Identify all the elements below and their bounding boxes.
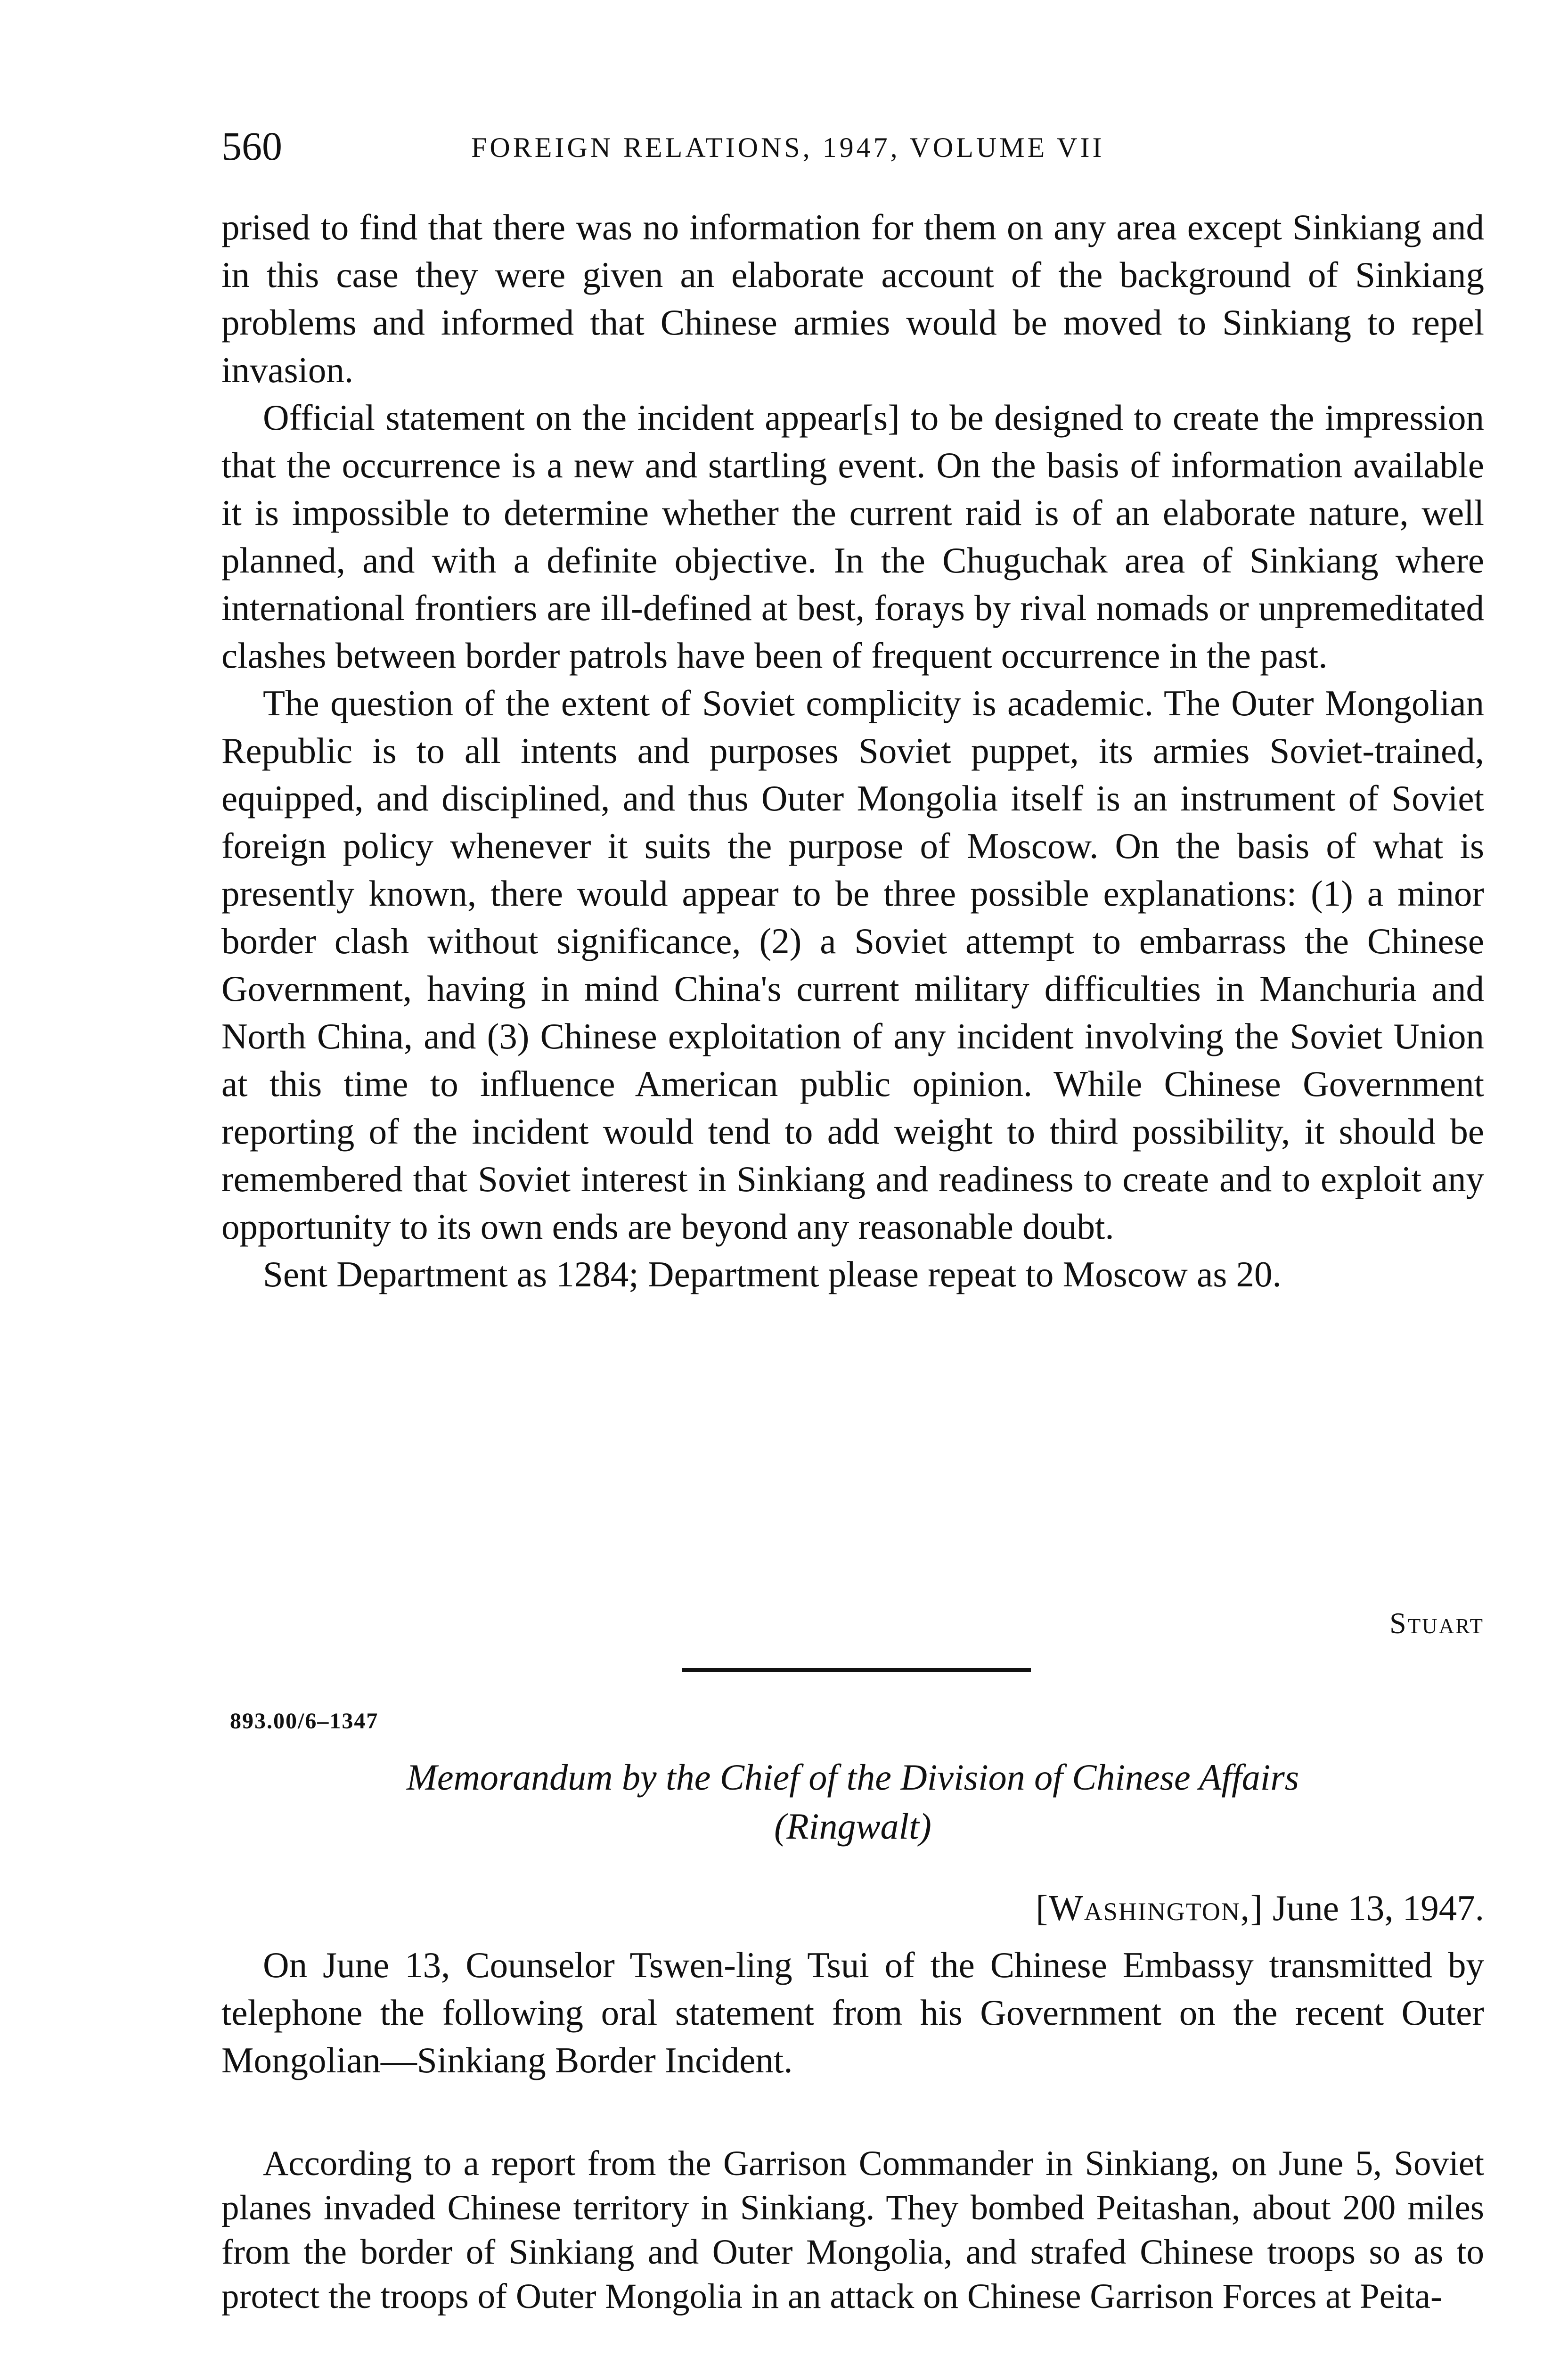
telegram-paragraph: The question of the extent of Soviet complicity is academic. The Outer Mongolian Republic is to all intents and purposes Soviet puppet, its armies Soviet-trained, equipped, and disciplined, and thus Outer Mongolia itself is an instrument of Soviet foreign policy whenever it suits the purpose of Moscow. On the basis of what is presently known, there would appear to be three possible explanations: (1) a minor border clash without significance, (2) a Soviet attempt to embarrass the Chinese Government, having in mind China's current military difficulties in Manchuria and North China, and (3) Chinese exploitation of any incident involving the Soviet Union at this time to influence American public opinion. While Chinese Government reporting of the incident would tend to add weight to third possibility, it should be remembered that Soviet interest in Sinkiang and readiness to create and to exploit any opportunity to its own ends are beyond any reasonable doubt. — [221, 683, 1484, 1247]
page-header — [221, 125, 1484, 167]
memorandum-paragraph: On June 13, Counselor Tswen-ling Tsui of the Chinese Embassy transmitted by telephone the following oral statement from his Government on the recent Outer Mongolian—Sinkiang Border Incident. — [221, 1945, 1484, 2080]
dateline — [1036, 1887, 1484, 1929]
file-number: 893.00/6–1347 — [230, 1709, 379, 1734]
telegram-paragraph: Sent Department as 1284; Department please repeat to Moscow as 20. — [263, 1254, 1282, 1294]
telegram-paragraph: Official statement on the incident appear[s] to be designed to create the impression that the occurrence is a new and startling event. On the basis of information available it is impossible to determine whether the current raid is of an elaborate nature, well planned, and with a definite objective. In the Chuguchak area of Sinkiang where international frontiers are ill-defined at best, forays by rival nomads or unpremeditated clashes between border patrols have been of frequent occurrence in the past. — [221, 397, 1484, 676]
oral-statement — [221, 2142, 1484, 2319]
page-number: 560 — [221, 123, 282, 169]
memorandum-intro — [221, 1941, 1484, 2084]
telegram-paragraph-continued: prised to find that there was no information for them on any area except Sinkiang and in this case they were given an elaborate account of the background of Sinkiang problems and informed that Chinese armies would be moved to Sinkiang to repel invasion. — [221, 207, 1484, 390]
memorandum-title-line: Memorandum by the Chief of the Division of Chinese Affairs — [406, 1757, 1299, 1798]
section-divider — [682, 1668, 1031, 1672]
dateline-date: June 13, 1947. — [1272, 1888, 1484, 1928]
dateline-place: [Washington,] — [1036, 1888, 1264, 1928]
running-head: FOREIGN RELATIONS, 1947, VOLUME VII — [471, 132, 1105, 163]
memorandum-title — [221, 1753, 1484, 1851]
statement-paragraph: According to a report from the Garrison Commander in Sinkiang, on June 5, Soviet planes invaded Chinese territory in Sinkiang. They bombed Peitashan, about 200 miles from the border of Sinkiang and Outer Mongolia, and strafed Chinese troops so as to protect the troops of Outer Mongolia in an attack on Chinese Garrison Forces at Peita- — [221, 2144, 1484, 2316]
telegram-body — [221, 204, 1484, 1298]
memorandum-author: (Ringwalt) — [774, 1806, 931, 1847]
signature: Stuart — [1389, 1606, 1484, 1640]
